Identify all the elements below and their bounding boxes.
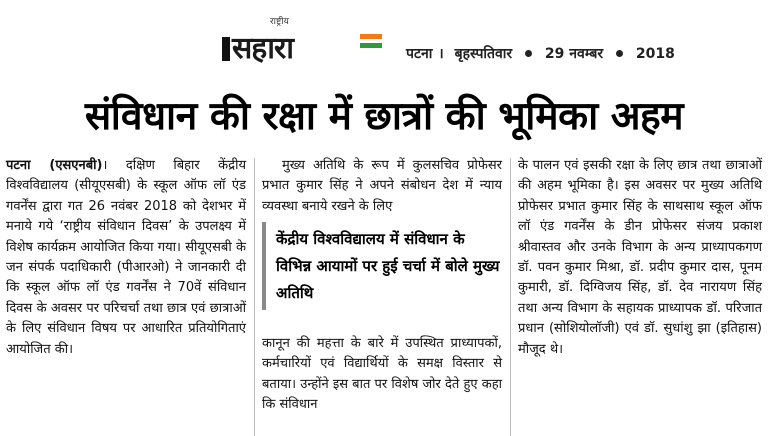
tricolor-flag-icon [360,34,382,48]
article-column-3: के पालन एवं इसकी रक्षा के लिए छात्र तथा छात्राओं की अहम भूमिका है। इस अवसर पर मुख्य अतिथि प्रोफेसर प्रभात कुमार सिंह के साथसाथ स्कूल ऑफ लॉ एंड गवर्नेंस के डीन प्रोफेसर संजय प्रकाश श्रीवास्तव और उनके विभाग के अन्य प्राध्यापकगण डॉ. पवन कुमार मिश्रा, डॉ. प्रदीप कुमार दास, पूनम कुमारी, डॉ. दिग्विजय सिंह, डॉ. देव नारायण सिंह तथा अन्य विभाग के सहायक प्राध्यापक डॉ. परिजात प्रधान (सोशियोलॉजी) एवं डॉ. सुधांशु झा (इतिहास) मौजूद थे। [518,158,762,357]
column-divider [510,158,511,436]
logo-wordmark: सहारा [232,31,294,66]
article-headline: संविधान की रक्षा में छात्रों की भूमिका अहम [84,94,684,139]
logo-bar-icon [222,37,230,61]
pull-quote [262,222,502,310]
dateline-city: पटना [406,46,433,62]
masthead [0,0,768,84]
article-column-1 [6,156,246,360]
article-column-2-top: मुख्य अतिथि के रूप में कुलसचिव प्रोफेसर प्रभात कुमार सिंह ने अपने संबोधन देश में न्याय व्यवस्था बनाये रखने के लिए [262,158,502,214]
bullet-icon [616,50,623,57]
dateline-date: 29 नवम्बर [544,46,604,62]
dateline: पटना । बृहस्पतिवार 29 नवम्बर 2018 [406,46,675,62]
column-divider [254,158,255,436]
dateline-day: बृहस्पतिवार [454,46,513,62]
newspaper-logo [222,14,382,64]
column-1-text: । दक्षिण बिहार केंद्रीय विश्वविद्यालय (सीयूएसबी) के स्कूल ऑफ लॉ एंड गवर्नेंस द्वारा गत 26 नवंबर 2018 को देशभर में मनाये गये ‘राष्ट्रीय संविधान दिवस’ के उपलक्ष्य में विशेष कार्यक्रम आयोजित किया गया। सीयूएसबी के जन संपर्क पदाधिकारी (पीआरओ) ने जानकारी दी कि स्कूल ऑफ लॉ एंड गवर्नेंस ने 70वें संविधान दिवस के अवसर पर परिचर्चा तथा छात्र एवं छात्राओं के लिए संविधान विषय पर आधारित प्रतियोगिताएं आयोजित की। [6,158,246,357]
logo-tagline: राष्ट्रीय [270,17,289,27]
dateline-year: 2018 [635,46,675,62]
article-column-2-bottom: कानून की महत्ता के बारे में उपस्थित प्राध्यापकों, कर्मचारियों एवं विद्यार्थियों के समक्ष विस्तार से बताया। उन्होंने इस बात पर विशेष जोर देते हुए कहा कि संविधान [262,336,502,413]
pull-quote-text: केंद्रीय विश्वविद्यालय में संविधान के विभिन्न आयामों पर हुई चर्चा में बोले मुख्य अतिथि [276,230,500,302]
bullet-icon [525,50,532,57]
article-dateline: पटना (एसएनबी) [6,158,103,173]
